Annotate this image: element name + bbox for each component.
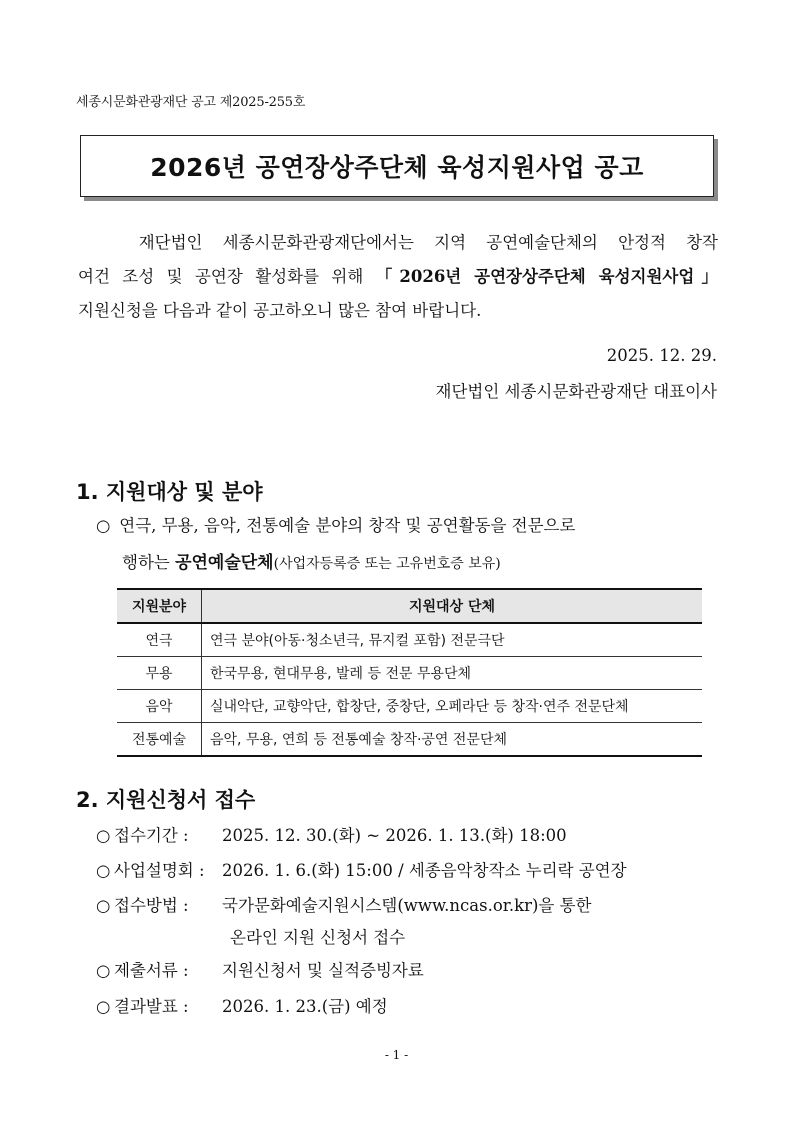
table-cell-target: 연극 분야(아동·청소년극, 뮤지컬 포함) 전문극단	[202, 623, 703, 657]
table-cell-field: 음악	[117, 690, 202, 723]
bullet-circle-icon: ○	[96, 826, 111, 845]
bullet-circle-icon: ○	[96, 997, 111, 1016]
intro-paragraph	[78, 226, 718, 328]
intro-line-1	[78, 226, 718, 260]
section-1-line-2-post: (사업자등록증 또는 고유번호증 보유)	[273, 556, 501, 572]
item-value: 2026. 1. 6.(화) 15:00 / 세종음악창작소 누리락 공연장	[222, 861, 627, 880]
table-header-field: 지원분야	[117, 589, 202, 623]
notice-date: 2025. 12. 29.	[606, 346, 717, 365]
list-item-documents	[96, 957, 424, 981]
section-1-heading: 1. 지원대상 및 분야	[76, 480, 263, 504]
item-label: 접수기간 :	[114, 826, 189, 845]
title-box	[80, 135, 714, 197]
intro-line-2-text: 여건 조성 및 공연장 활성화를 위해	[78, 267, 376, 286]
table-cell-field: 연극	[117, 623, 202, 657]
table-cell-target: 음악, 무용, 연희 등 전통예술 창작·공연 전문단체	[202, 723, 703, 757]
table-row	[117, 657, 702, 690]
intro-line-3: 지원신청을 다음과 같이 공고하오니 많은 참여 바랍니다.	[78, 301, 482, 320]
table-row	[117, 690, 702, 723]
page-number: - 1 -	[384, 1048, 409, 1062]
item-value: 국가문화예술지원시스템(www.ncas.or.kr)을 통한	[222, 896, 592, 915]
target-emphasis: 공연예술단체	[175, 553, 274, 573]
table-cell-target: 한국무용, 현대무용, 발레 등 전문 무용단체	[202, 657, 703, 690]
item-value: 지원신청서 및 실적증빙자료	[222, 961, 424, 980]
support-table	[117, 588, 702, 757]
table-header-target: 지원대상 단체	[202, 589, 703, 623]
item-label: 결과발표 :	[114, 997, 189, 1016]
intro-line-2	[78, 260, 718, 294]
section-1-bullet	[96, 512, 575, 536]
list-item-results	[96, 993, 388, 1017]
item-label: 제출서류 :	[114, 961, 189, 980]
bullet-circle-icon: ○	[96, 896, 111, 915]
bullet-circle-icon: ○	[96, 861, 111, 880]
section-2-heading: 2. 지원신청서 접수	[76, 788, 256, 812]
table-cell-field: 전통예술	[117, 723, 202, 757]
list-item-method	[96, 892, 591, 916]
section-1-line-2-pre: 행하는	[122, 553, 176, 572]
list-item-method-cont: 온라인 지원 신청서 접수	[230, 928, 406, 947]
section-1-bullet-cont	[122, 548, 501, 573]
table-cell-target: 실내악단, 교향악단, 합창단, 중창단, 오페라단 등 창작·연주 전문단체	[202, 690, 703, 723]
table-header-row	[117, 589, 702, 623]
item-label: 사업설명회 :	[114, 861, 205, 880]
section-1-line-1: 연극, 무용, 음악, 전통예술 분야의 창작 및 공연활동을 전문으로	[119, 516, 576, 535]
list-item-briefing	[96, 857, 627, 881]
page-title: 2026년 공연장상주단체 육성지원사업 공고	[150, 153, 644, 182]
item-value: 2025. 12. 30.(화) ~ 2026. 1. 13.(화) 18:00	[222, 826, 567, 845]
table-row	[117, 723, 702, 757]
list-item-period	[96, 822, 567, 846]
bullet-circle-icon: ○	[96, 961, 111, 980]
item-value: 2026. 1. 23.(금) 예정	[222, 997, 388, 1016]
notice-number: 세종시문화관광재단 공고 제2025-255호	[76, 95, 306, 110]
bullet-circle-icon: ○	[96, 516, 111, 535]
item-label: 접수방법 :	[114, 896, 189, 915]
signer: 재단법인 세종시문화관광재단 대표이사	[435, 382, 717, 401]
project-name: 「2026년 공연장상주단체 육성지원사업」	[375, 267, 718, 286]
table-row	[117, 623, 702, 657]
table-cell-field: 무용	[117, 657, 202, 690]
intro-line-1-text: 재단법인 세종시문화관광재단에서는 지역 공연예술단체의 안정적 창작	[138, 233, 718, 252]
